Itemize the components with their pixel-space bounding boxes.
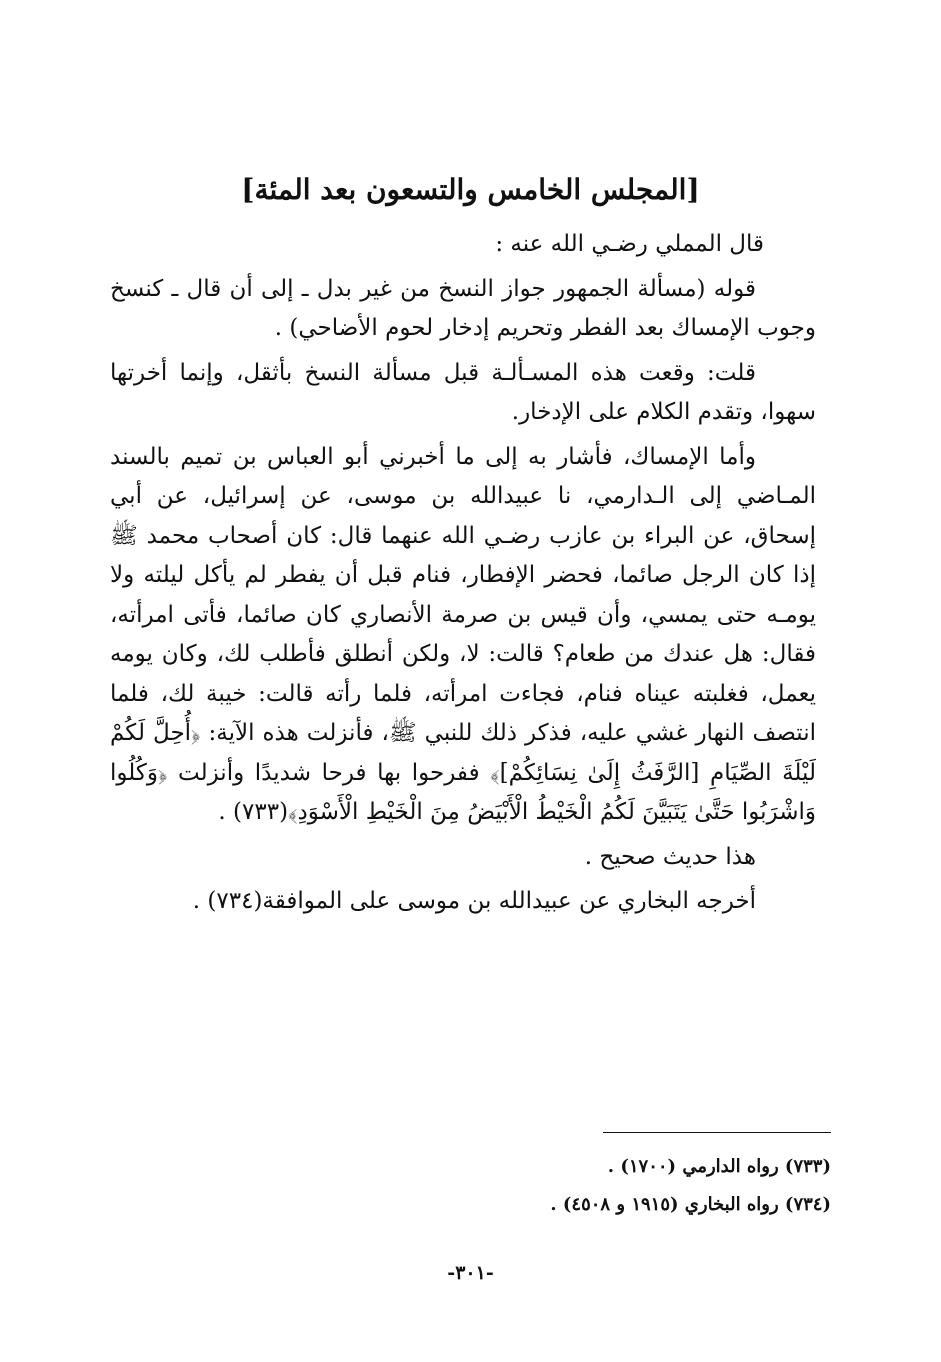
page-number: -٣٠١- <box>447 1262 494 1284</box>
footnote-733: (٧٣٣) رواه الدارمي (١٧٠٠) . <box>607 1156 831 1177</box>
paragraph-quote: قوله (مسألة الجمهور جواز النسخ من غير بدل ـ إلى أن قال ـ كنسخ وجوب الإمساك بعد الفطر وتحريم إدخار لحوم الأضاحي) . <box>110 275 816 341</box>
chapter-title: [المجلس الخامس والتسعون بعد المئة] <box>241 173 700 206</box>
main-text <box>110 225 816 922</box>
paragraph-hadith: وأما الإمساك، فأشار به إلى ما أخبرني أبو العباس بن تميم بالسند المـاضي إلى الـدارمي، نا عبيدالله بن موسى، عن إسرائيل، عن أبي إسحاق، عن البراء بن عازب رضـي الله عنهما قال: كان أصحاب محمد ﷺ إذا كان الرجل صائما، فحضر الإفطار، فنام قبل أن يفطر لم يأكل ليلته ولا يومـه حتى يمسي، وأن قيس بن صرمة الأنصاري كان صائما، فأتى امرأته، فقال: هل عندك من طعام؟ قالت: لا، ولكن أنطلق فأطلب لك، وكان يومه يعمل، فغلبته عيناه فنام، فجاءت امرأته، فلما رأته قالت: خيبة لك، فلما انتصف النهار غشي عليه، فذكر ذلك للنبي ﷺ، فأنزلت هذه الآية: ﴿أُحِلَّ لَكُمْ لَيْلَةَ الصِّيَامِ [الرَّفَثُ إِلَىٰ نِسَائِكُمْ]﴾ ففرحوا بها فرحا شديدًا وأنزلت ﴿وَكُلُوا وَاشْرَبُوا حَتَّىٰ يَتَبَيَّنَ لَكُمُ الْخَيْطُ الْأَبْيَضُ مِنَ الْخَيْطِ الْأَسْوَدِ﴾(٧٣٣) . <box>110 443 816 825</box>
paragraph-source: أخرجه البخاري عن عبيدالله بن موسى على الموافقة(٧٣٤) . <box>192 888 756 914</box>
footnote-734: (٧٣٤) رواه البخاري (١٩١٥ و ٤٥٠٨) . <box>550 1194 831 1215</box>
footnote-divider <box>603 1132 831 1133</box>
paragraph-note: قلت: وقعت هذه المسـألـة قبل مسألة النسخ بأثقل، وإنما أخرتها سهوا، وتقدم الكلام على الإدخار. <box>110 359 816 425</box>
paragraph-grading: هذا حديث صحيح . <box>584 843 756 870</box>
paragraph-intro: قال المملي رضـي الله عنه : <box>495 231 764 257</box>
footnotes <box>125 1148 831 1224</box>
